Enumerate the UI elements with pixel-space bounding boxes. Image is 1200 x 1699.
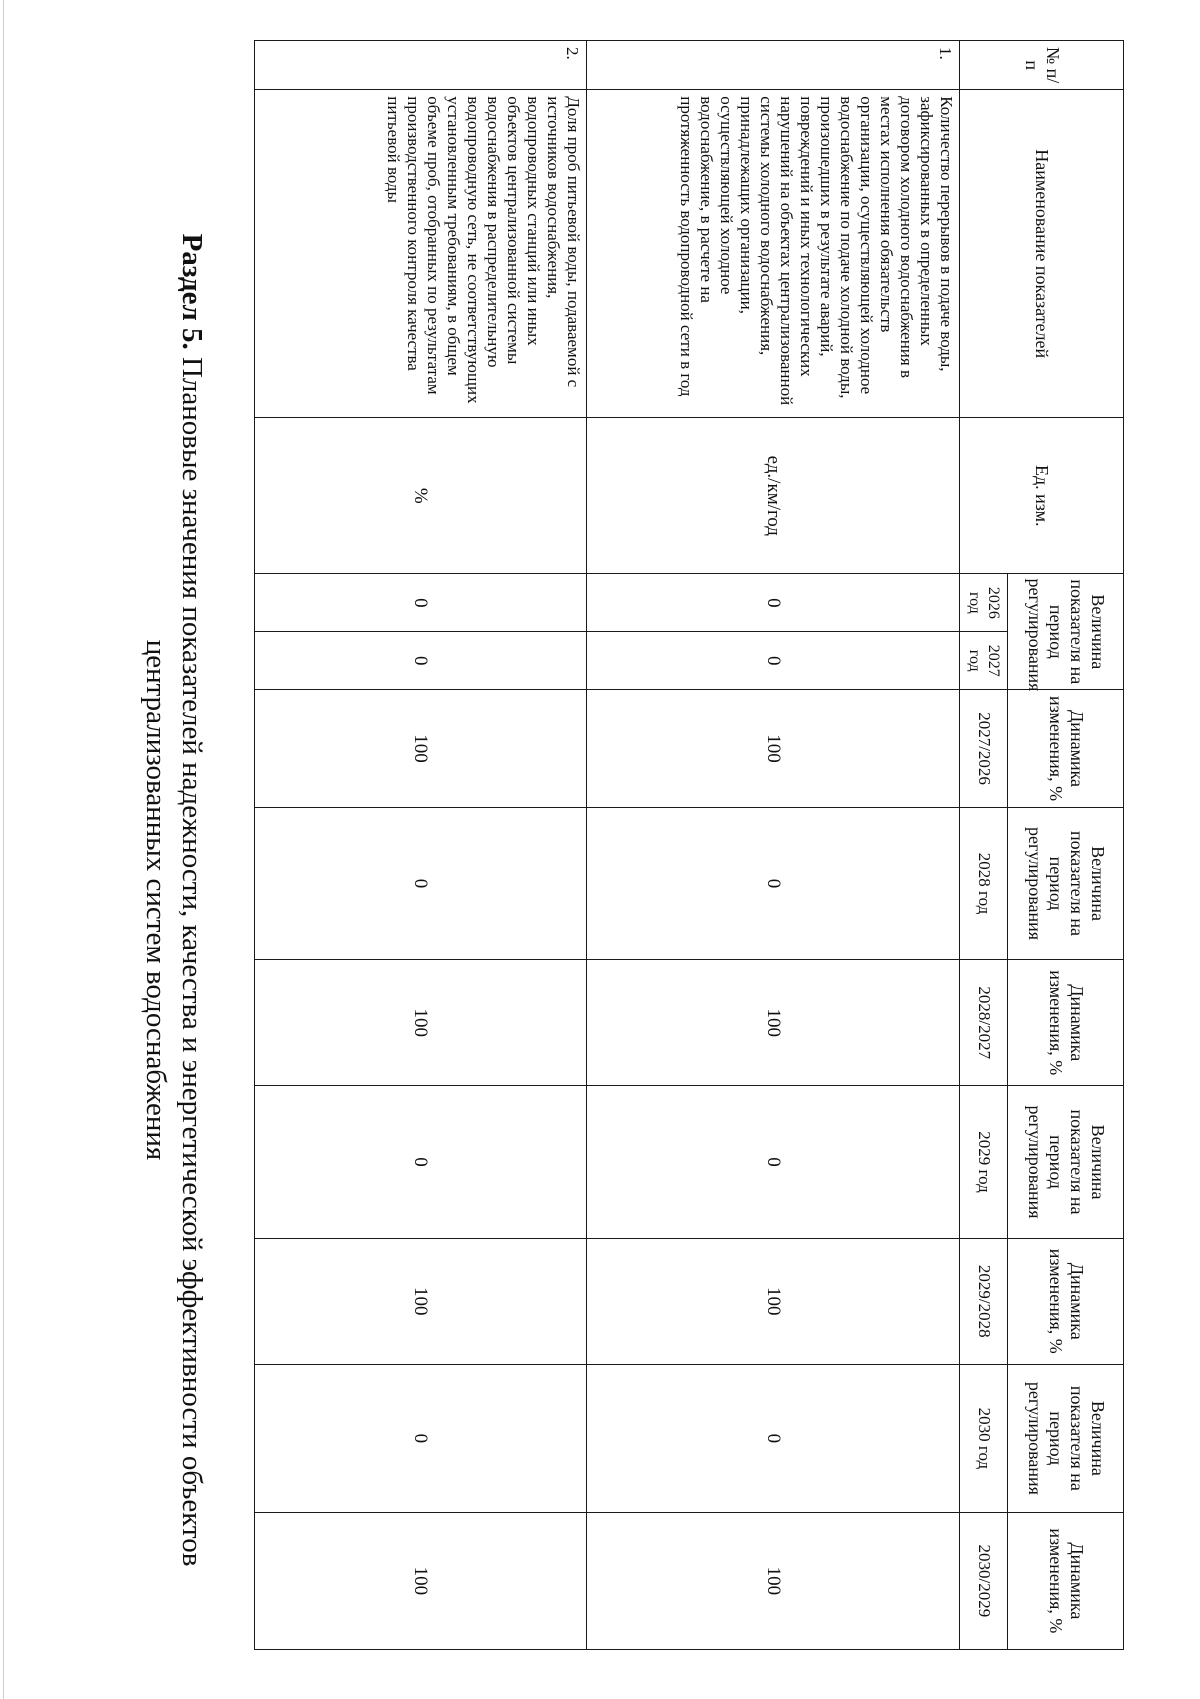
header-unit: Ед. изм.	[960, 418, 1124, 574]
subheader-2027-2026: 2027/2026	[960, 690, 1008, 808]
header-num: № п/п	[960, 41, 1124, 90]
row-value-2029: 0	[586, 1086, 960, 1238]
header-dynamics-2029: Динамика изменения, %	[1008, 1238, 1124, 1364]
row-name: Количество перерывов в подаче воды, зафиксированных в определенных договором холодного водоснабжения в местах исполнения обязательств организации, осуществляющей холодное водоснабжение по подаче холодной воды, произошедших в результате аварий, повреждений и иных технологических нарушений на объектах централизованной системы холодного водоснабжения, принадлежащих организации, осуществляющей холодное водоснабжение, в расчете на протяженность водопроводной сети в год	[586, 90, 960, 418]
row-name: Доля проб питьевой воды, подаваемой с источников водоснабжения, водопроводных станций или иных объектов централизованной системы водоснабжения в распределительную водопроводную сеть, не соответствующих установленным требованиям, в общем объеме проб, отобранных по результатам производственного контроля качества питьевой воды	[255, 90, 587, 418]
page-title	[138, 130, 210, 1670]
row-unit: %	[255, 418, 587, 574]
row-value-2028: 0	[255, 807, 587, 959]
row-value-2027: 0	[255, 632, 587, 690]
row-dynamics-2028: 100	[255, 960, 587, 1086]
subheader-2029-2028: 2029/2028	[960, 1238, 1008, 1364]
row-num: 1.	[586, 41, 960, 90]
row-dynamics-2030: 100	[255, 1512, 587, 1649]
row-value-2030: 0	[586, 1364, 960, 1512]
indicators-table	[254, 40, 1124, 1650]
header-dynamics-2030: Динамика изменения, %	[1008, 1512, 1124, 1649]
row-value-2029: 0	[255, 1086, 587, 1238]
title-line-1: Плановые значения показателей надежности, качества и энергетической эффективности объектов	[176, 356, 208, 1567]
header-value-2028: Величина показателя на период регулирования	[1008, 807, 1124, 959]
row-value-2030: 0	[255, 1364, 587, 1512]
subheader-2030: 2030 год	[960, 1364, 1008, 1512]
row-value-2026: 0	[255, 574, 587, 632]
subheader-2028: 2028 год	[960, 807, 1008, 959]
row-value-2027: 0	[586, 632, 960, 690]
table-row	[255, 41, 587, 1650]
row-dynamics-2030: 100	[586, 1512, 960, 1649]
row-dynamics-2027: 100	[586, 690, 960, 808]
row-value-2026: 0	[586, 574, 960, 632]
subheader-2028-2027: 2028/2027	[960, 960, 1008, 1086]
header-value-2029: Величина показателя на период регулирования	[1008, 1086, 1124, 1238]
row-num: 2.	[255, 41, 587, 90]
table-row	[586, 41, 960, 1650]
subheader-2029: 2029 год	[960, 1086, 1008, 1238]
subheader-2026: 2026 год	[960, 574, 1008, 632]
header-dynamics-2028: Динамика изменения, %	[1008, 960, 1124, 1086]
row-dynamics-2027: 100	[255, 690, 587, 808]
subheader-2030-2029: 2030/2029	[960, 1512, 1008, 1649]
header-value-2026-2027: Величина показателя на период регулирования	[1008, 574, 1124, 690]
header-value-2030: Величина показателя на период регулирования	[1008, 1364, 1124, 1512]
section-label: Раздел 5.	[176, 233, 208, 350]
header-row-1	[1008, 41, 1124, 1650]
row-dynamics-2029: 100	[586, 1238, 960, 1364]
row-dynamics-2029: 100	[255, 1238, 587, 1364]
row-dynamics-2028: 100	[586, 960, 960, 1086]
title-line-2: централизованных систем водоснабжения	[140, 639, 172, 1161]
header-dynamics-2027: Динамика изменения, %	[1008, 690, 1124, 808]
row-value-2028: 0	[586, 807, 960, 959]
subheader-2027: 2027 год	[960, 632, 1008, 690]
header-name: Наименование показателей	[960, 90, 1124, 418]
row-unit: ед./км/год	[586, 418, 960, 574]
